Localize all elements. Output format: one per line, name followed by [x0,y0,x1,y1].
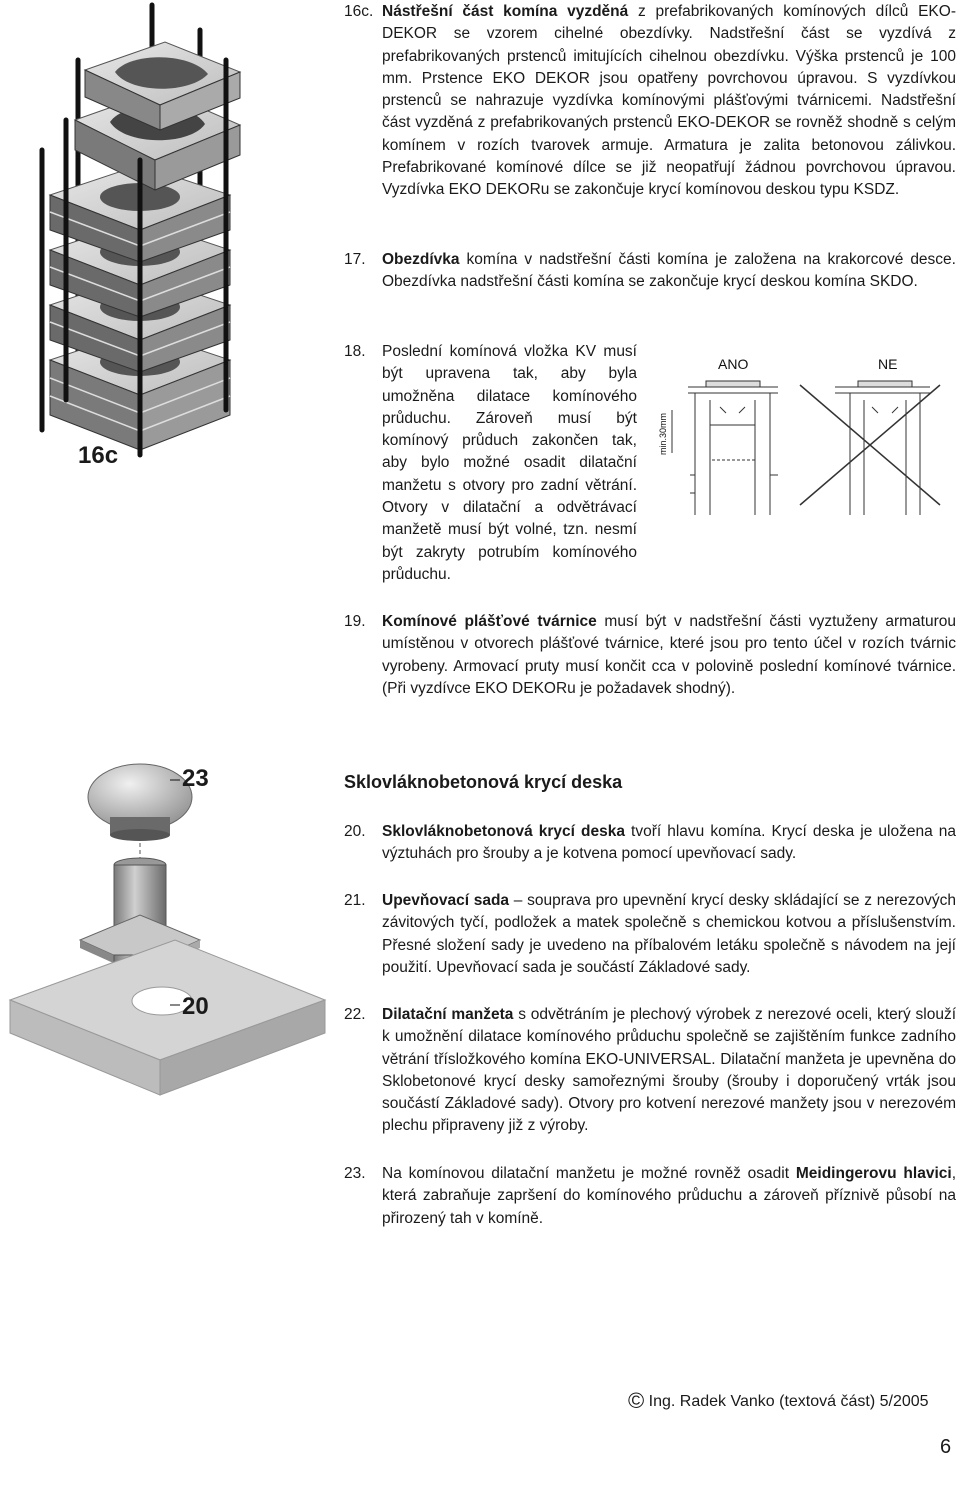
section-22-body: s odvětráním je plechový výrobek z nerezové oceli, který slouží k umožnění dilatace komínového průduchu společně se zajištěním funkce zadního větrání třísložkového komína EKO-UNIVERSAL. Dilatační manžeta je upevněna do Sklobetonové krycí desky samořeznými šrouby (šrouby i doporučený vrták jsou součástí Základové sady). Otvory pro kotvení nerezové manžety jsou v nerezovém plechu připraveny již z výroby. [382,1006,957,1135]
footer-author: Ing. Radek Vanko (textová část) 5/2005 [648,1393,929,1410]
page-number: 6 [940,1436,952,1458]
section-20-text [382,821,956,866]
section-21-body: – souprava pro upevnění krycí desky skládající se z nerezových závitových tyčí, podložek a matek společně s chemickou kotvou a příslušenstvím. Přesné složení sady je uvedeno na příbalovém letáku společně s návodem na její použití. Upevňovací sada je součástí Základové sady. [382,892,956,976]
section-17-number: 17. [344,251,366,268]
section-16c-body: z prefabrikovaných komínových dílců EKO-DEKOR se vzorem cihelné obezdívky. Nadstřešní část se vyzdívá z prefabrikovaných prstenců imitujících cihelnou obezdívku. Výška prstenců je 100 mm. Prstence EKO DEKOR jsou opatřeny povrchovou úpravou. S vyzdívkou prstenců se nahrazuje vyzdívka komínovými plášťovými tvárnicemi. Nadstřešní část vyzděná z prefabrikovaných prstenců EKO-DEKOR se rovněž shodně s celým komínem v rozích tvarovek armuje. Armatura je zalita betonovou zálivkou. Prefabrikované komínové dílce se již neopatřují žádnou povrchovou úpravou. Vyzdívka EKO DEKORu se zakončuje krycí komínovou deskou typu KSDZ. [382,3,956,199]
section-20-number: 20. [344,823,366,840]
section-22-title: Dilatační manžeta [382,1006,514,1023]
diagram-label-ano: ANO [718,356,749,372]
section-19-title: Komínové plášťové tvárnice [382,613,597,630]
section-19-number: 19. [344,613,366,630]
section-19-body: musí být v nadstřešní části vyztuženy armaturou umístěnou v otvorech plášťové tvárnice, které jsou pro tento účel v rozích tvárnic vyrobeny. Armovací pruty musí končit cca v polovině poslední komínové tvárnice. (Při vyzdívce EKO DEKORu je požadavek shodný). [382,613,956,697]
diagram-dilatation-cuff [650,345,950,585]
section-23-text [382,1163,956,1230]
section-17-text [382,249,956,294]
section-16c-number: 16c. [344,3,374,20]
section-23-number: 23. [344,1165,366,1182]
section-17-title: Obezdívka [382,251,460,268]
section-21-text [382,890,956,979]
section-20-body: tvoří hlavu komína. Krycí deska je uložena na výztuhách pro šrouby a je kotvena pomocí upevňovací sady. [382,823,957,863]
section-22-number: 22. [344,1006,366,1023]
diagram-dim-label: min.30mm [658,412,668,455]
diagram-ne-drawing [800,381,940,515]
figure-label-20: 20 [182,993,209,1020]
figure-cap-and-plate [0,755,330,1185]
section-20-title: Sklovláknobetonová krycí deska [382,823,625,840]
section-heading: Sklovláknobetonová krycí deska [344,772,623,792]
section-18-number: 18. [344,343,366,360]
diagram-label-ne: NE [878,356,898,372]
figure-16c-stacked-rings [30,0,265,480]
figure-label-16c: 16c [78,442,119,469]
section-19-text [382,611,956,700]
section-23-title: Meidingerovu hlavici [795,1165,952,1182]
section-18-text: Poslední komínová vložka KV musí být upravena tak, aby byla umožněna dilatace komínového průduchu. Zároveň musí být komínový průduch zakončen tak, aby bylo možné osadit dilatační manžetu s otvory pro zadní větrání. Otvory v dilatační a odvětrávací manžetě musí být volné, tzn. nesmí být zakryty potrubím komínového průduchu. [382,343,637,583]
section-16c-text [382,1,956,202]
section-22-text [382,1004,956,1138]
section-23-pre: Na komínovou dilatační manžetu je možné rovněž osadit [382,1165,790,1182]
copyright-icon: © [628,1388,645,1413]
section-23-body: , která zabraňuje zapršení do komínového průduchu a zároveň příznivě působí na přirozený tah v komíně. [382,1165,956,1227]
diagram-ano-drawing [672,381,778,515]
section-17-body: komína v nadstřešní části komína je založena na krakorcové desce. Obezdívka nadstřešní části komína se zakončuje krycí deskou komína SKDO. [382,251,956,291]
figure-label-23: 23 [182,765,209,792]
section-21-number: 21. [344,892,366,909]
section-16c-title: Nástřešní část komína vyzděná [382,3,629,20]
footer-credit [628,1388,929,1414]
section-21-title: Upevňovací sada [382,892,510,909]
